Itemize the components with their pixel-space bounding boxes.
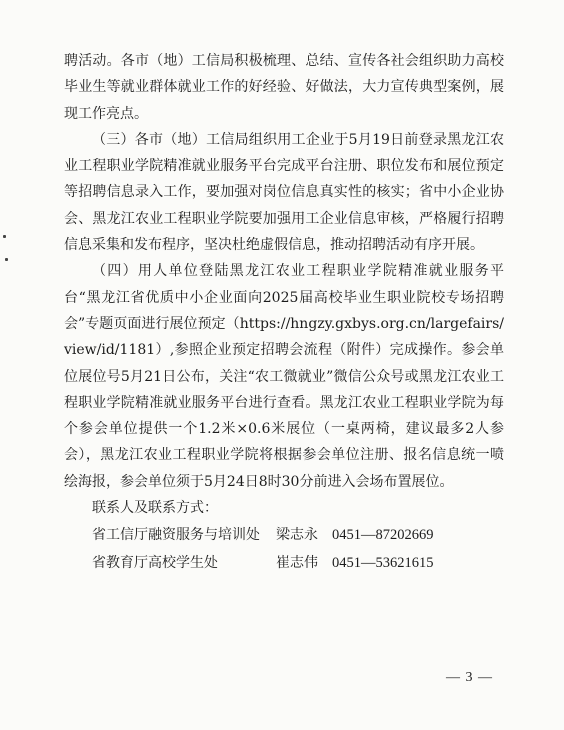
page-number: — 3 — <box>446 670 493 685</box>
contact-department: 省教育厅高校学生处 <box>92 555 218 572</box>
contact-row <box>64 521 504 549</box>
scan-mark <box>3 235 6 238</box>
contact-heading: 联系人及联系方式： <box>92 500 218 517</box>
contact-row <box>64 549 504 577</box>
document-body <box>64 48 504 577</box>
paragraph-continuation: 聘活动。各市（地）工信局积极梳理、总结、宣传各社会组织助力高校毕业生等就业群体就业工作的好经验、好做法，大力宣传典型案例，展现工作亮点。 <box>64 53 504 122</box>
contact-person: 梁志永 <box>276 527 318 544</box>
paragraph-section-three: （三）各市（地）工信局组织用工企业于5月19日前登录黑龙江农业工程职业学院精准就业服务平台完成平台注册、职位发布和展位预定等招聘信息录入工作，要加强对岗位信息真实性的核实；省中小企业协会、黑龙江农业工程职业学院要加强用工企业信息审核，严格履行招聘信息采集和发布程序，坚决杜绝虚假信息，推动招聘活动有序开展。 <box>64 131 504 254</box>
scan-mark <box>5 258 8 261</box>
paragraph-section-four: （四）用人单位登陆黑龙江农业工程职业学院精准就业服务平台“黑龙江省优质中小企业面向2025届高校毕业生职业院校专场招聘会”专题页面进行展位预定（https://hngzy.gxbys.org.cn/largefairs/view/id/1181）,参照企业预定招聘会流程（附件）完成操作。参会单位展位号5月21日公布，关注“农工微就业”微信公众号或黑龙江农业工程职业学院精准就业服务平台进行查看。黑龙江农业工程职业学院为每个参会单位提供一个1.2米×0.6米展位（一桌两椅，建议最多2人参会），黑龙江农业工程职业学院将根据参会单位注册、报名信息统一喷绘海报，参会单位须于5月24日8时30分前进入会场布置展位。 <box>64 263 504 490</box>
contact-person: 崔志伟 <box>276 555 318 572</box>
contact-phone: 0451—87202669 <box>332 527 434 544</box>
contact-phone: 0451—53621615 <box>332 555 434 572</box>
contact-department: 省工信厅融资服务与培训处 <box>92 527 260 544</box>
